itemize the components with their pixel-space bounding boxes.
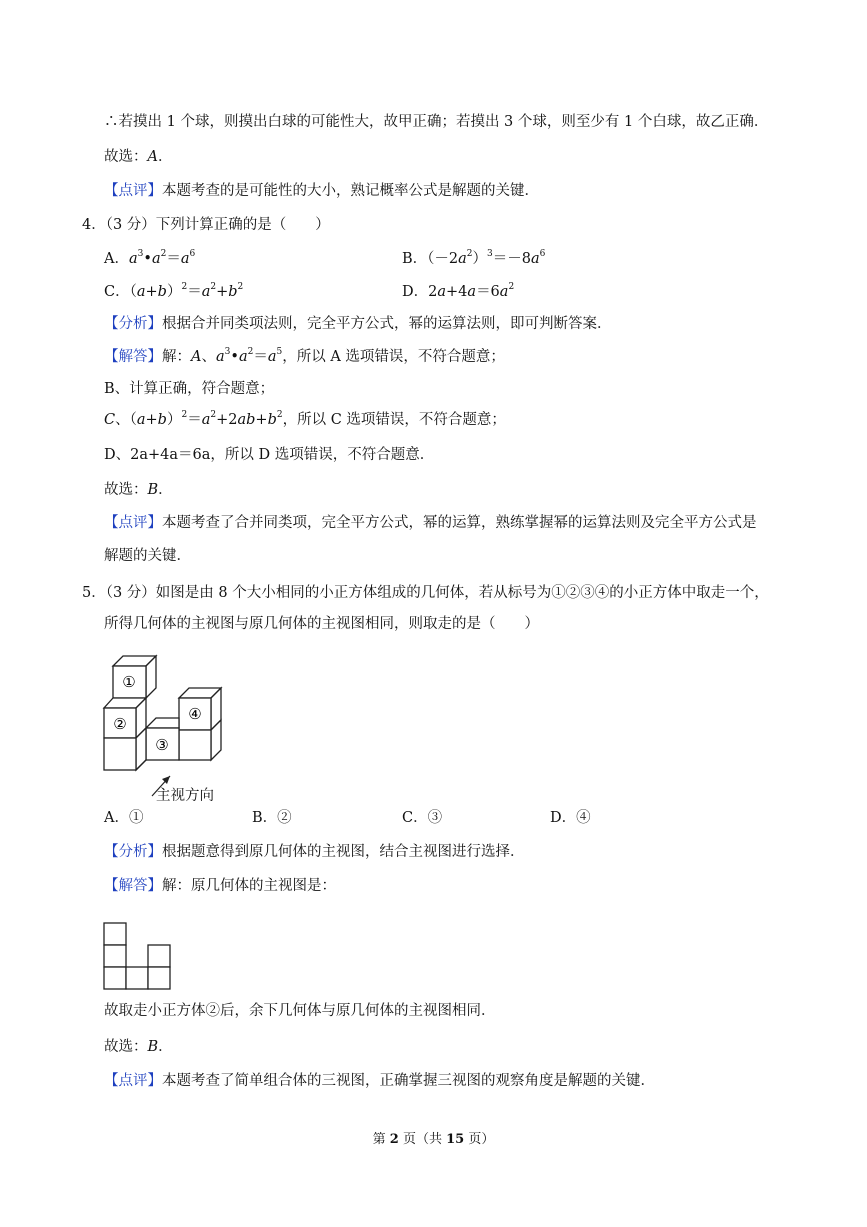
q4-option-c: C．$(a+b)^2=a^2+b^2$: [104, 282, 244, 300]
cube-label-3: ③: [155, 736, 169, 754]
cube-face: [179, 730, 211, 760]
q5-analysis: 【分析】根据题意得到原几何体的主视图，结合主视图进行选择．: [104, 844, 525, 860]
cube-face: [104, 738, 136, 770]
q4-option-b: B．$(-2a^2)^3=-8a^6$: [402, 249, 546, 267]
q5-option-c: C．③: [402, 810, 443, 826]
q4-option-d: D．$2a+4a=6a^2$: [402, 282, 515, 300]
q5-solution: 【解答】解：原几何体的主视图是：: [104, 878, 336, 894]
q5-header: 5．（3 分）如图是由 8 个大小相同的小正方体组成的几何体，若从标号为①②③④的小正方体中取走一个，: [82, 585, 769, 601]
q4-review: 【点评】本题考查了合并同类项，完全平方公式，幂的运算，熟练掌握幂的运算法则及完全平方公式是: [104, 515, 757, 531]
page-footer: 第 2 页（共 15 页）: [372, 1132, 495, 1147]
q5-header-cont: 所得几何体的主视图与原几何体的主视图相同，则取走的是（ ）: [104, 616, 539, 632]
q4-solution-a: 【解答】解：A、$a^3•a^2=a^5$，所以 A 选项错误，不符合题意；: [104, 347, 505, 365]
view-square: [148, 945, 170, 967]
q5-option-a: A．①: [104, 810, 144, 826]
front-view-figure: [103, 922, 173, 992]
q4-review-cont: 解题的关键．: [104, 548, 191, 564]
q4-solution-b: B、计算正确，符合题意；: [104, 381, 275, 397]
review-tag: 【点评】: [104, 183, 162, 199]
view-square: [126, 967, 148, 989]
view-square: [104, 967, 126, 989]
q4-answer: 故选：B．: [104, 482, 173, 498]
q3-review: 【点评】本题考查的是可能性的大小，熟记概率公式是解题的关键．: [104, 183, 539, 199]
view-square: [148, 967, 170, 989]
analysis-tag: 【分析】: [104, 316, 162, 332]
q5-conclusion: 故取走小正方体②后，余下几何体与原几何体的主视图相同．: [104, 1003, 496, 1019]
q4-solution-d: D、2a+4a＝6a，所以 D 选项错误，不符合题意．: [104, 447, 435, 463]
q4-header: 4．（3 分）下列计算正确的是（ ）: [82, 217, 330, 233]
q4-option-a: A．$a^3•a^2=a^6$: [104, 249, 196, 267]
q5-option-d: D．④: [550, 810, 591, 826]
cube-label-4: ④: [188, 705, 202, 723]
q3-therefore-line: ∴若摸出 1 个球，则摸出白球的可能性大，故甲正确；若摸出 3 个球，则至少有 1 个白球，故乙正确．: [104, 114, 769, 130]
view-square: [104, 945, 126, 967]
solution-tag: 【解答】: [104, 349, 162, 365]
review-tag: 【点评】: [104, 515, 162, 531]
q3-answer: 故选：A．: [104, 149, 173, 165]
q5-review: 【点评】本题考查了简单组合体的三视图，正确掌握三视图的观察角度是解题的关键．: [104, 1073, 655, 1089]
cube-label-1: ①: [122, 673, 136, 691]
solution-tag: 【解答】: [104, 878, 162, 894]
review-tag: 【点评】: [104, 1073, 162, 1089]
direction-label: 主视方向: [156, 788, 214, 804]
cube-label-2: ②: [113, 715, 127, 733]
analysis-tag: 【分析】: [104, 844, 162, 860]
q5-answer: 故选：B．: [104, 1039, 173, 1055]
q5-option-b: B．②: [252, 810, 292, 826]
q4-solution-c: C、$(a+b)^2=a^2+2ab+b^2$，所以 C 选项错误，不符合题意；: [104, 410, 506, 428]
q4-analysis: 【分析】根据合并同类项法则，完全平方公式，幂的运算法则，即可判断答案．: [104, 316, 612, 332]
cube-top-face: [146, 718, 179, 728]
view-square: [104, 923, 126, 945]
